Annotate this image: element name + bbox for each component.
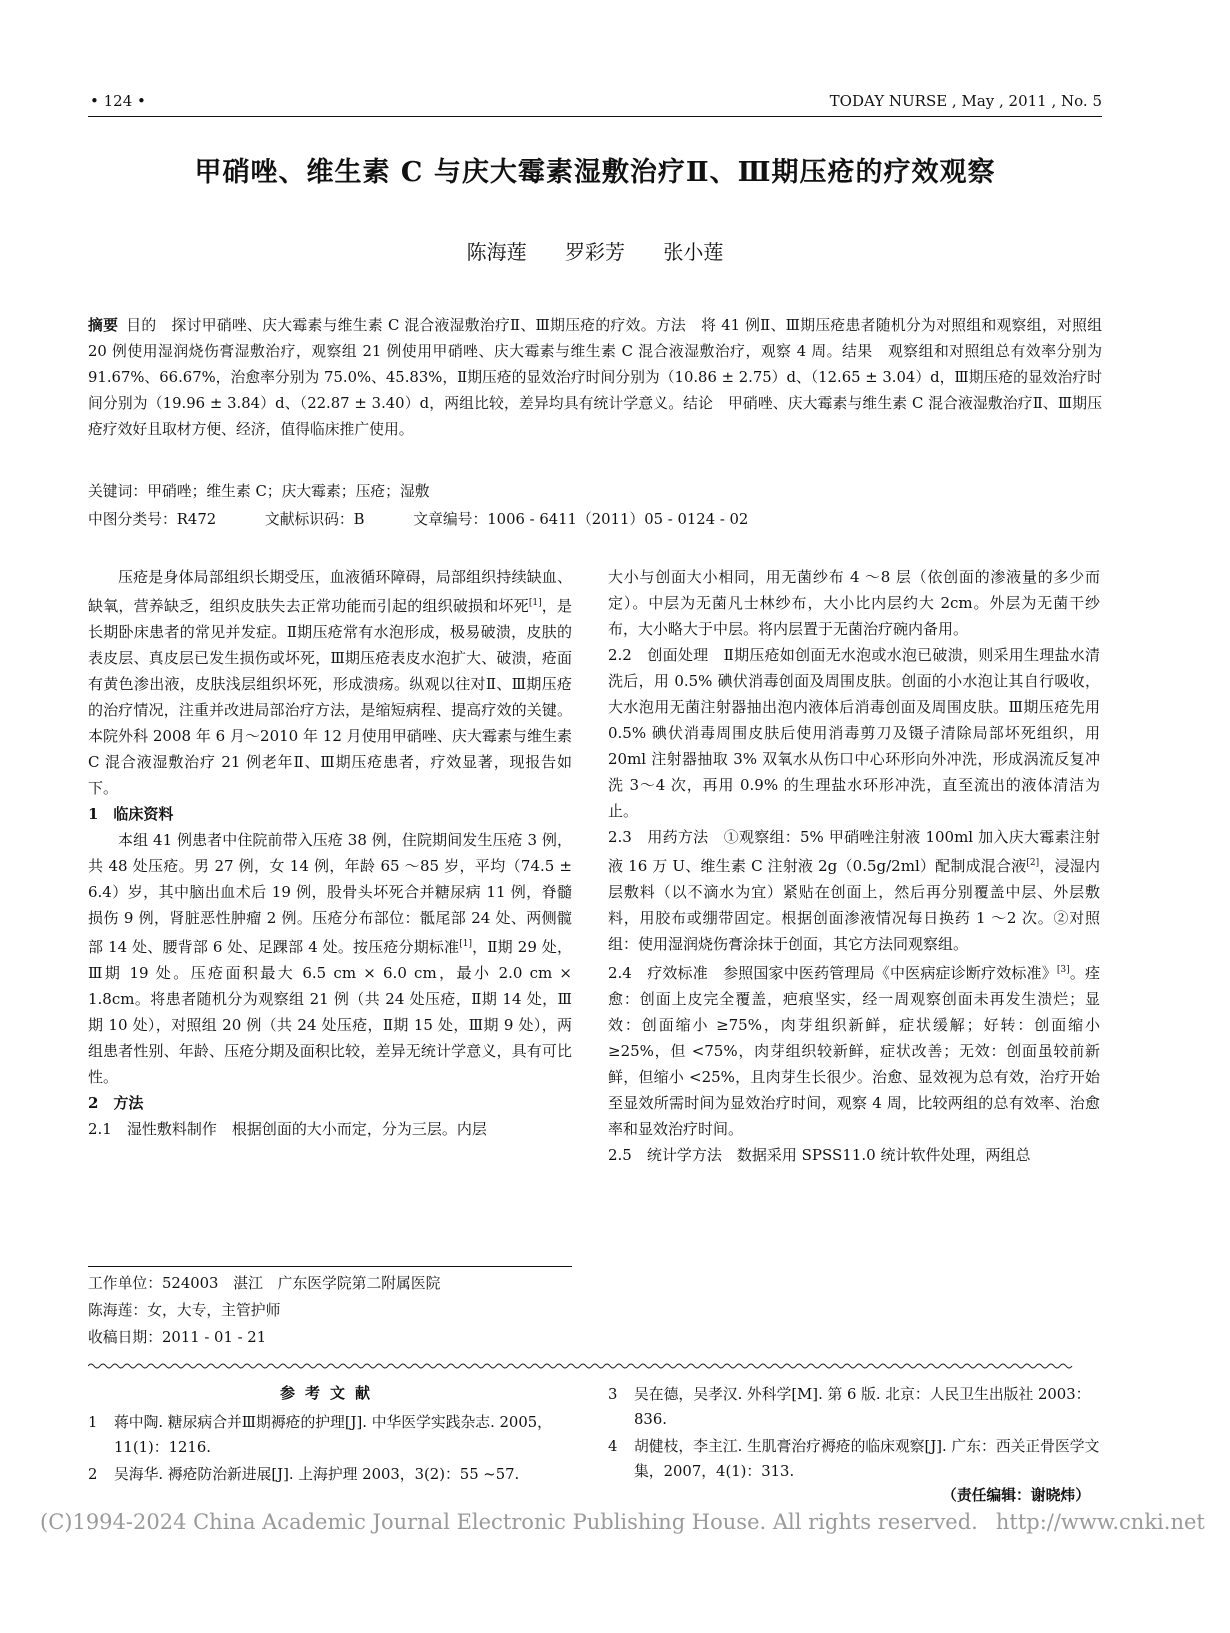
abstract-text: 目的 探讨甲硝唑、庆大霉素与维生素 C 混合液湿敷治疗Ⅱ、Ⅲ期压疮的疗效。方法 将 41 例Ⅱ、Ⅲ期压疮患者随机分为对照组和观察组，对照组 20 例使用湿润烧伤膏湿敷治疗，观察组 21 例使用甲硝唑、庆大霉素与维生素 C 混合液湿敷治疗，观察 4 周。结果 观察组和对照组总有效率分别为 91.67%、66.67%，治愈率分别为 75.0%、45.83%，Ⅱ期压疮的显效治疗时间分别为（10.86 ± 2.75）d、（12.65 ± 3.04）d，Ⅲ期压疮的显效治疗时间分别为（19.96 ± 3.84）d、（22.87 ± 3.40）d，两组比较，差异均具有统计学意义。结论 甲硝唑、庆大霉素与维生素 C 混合液湿敷治疗Ⅱ、Ⅲ期压疮疗效好且取材方便、经济，值得临床推广使用。 [88, 317, 1102, 438]
left-column [88, 564, 572, 1142]
clc-number: 中图分类号：R472 [88, 511, 217, 528]
work-unit: 工作单位：524003 湛江 广东医学院第二附属医院 [88, 1275, 441, 1292]
clinical-data-paragraph: 本组 41 例患者中住院前带入压疮 38 例，住院期间发生压疮 3 例，共 48 处压疮。男 27 例，女 14 例，年龄 65 ～85 岁，平均（74.5 ± 6.4）岁，其中脑出血术后 19 例，股骨头坏死合并糖尿病 11 例，脊髓损伤 9 例，肾脏恶性肿瘤 2 例。压疮分布部位：骶尾部 24 处、两侧髋部 14 处、腰背部 6 处、足踝部 4 处。按压疮分期标准[1]，Ⅱ期 29 处，Ⅲ期 19 处。压疮面积最大 6.5 cm × 6.0 cm，最小 2.0 cm × 1.8cm。将患者随机分为观察组 21 例（共 24 处压疮，Ⅱ期 14 处，Ⅲ期 10 处），对照组 20 例（共 24 处压疮，Ⅱ期 15 处，Ⅲ期 9 处），两组患者性别、年龄、压疮分期及面积比较，差异无统计学意义，具有可比性。 [88, 831, 572, 1086]
section-heading: 2 方法 [88, 1094, 144, 1112]
responsible-editor: （责任编辑：谢晓炜） [942, 1487, 1090, 1504]
section-heading: 1 临床资料 [88, 805, 174, 823]
wavy-divider [88, 1362, 1102, 1370]
running-header [90, 92, 1102, 116]
author-info: 陈海莲：女，大专，主管护师 [88, 1302, 281, 1319]
method-paragraph: 2.1 湿性敷料制作 根据创面的大小而定，分为三层。内层 [88, 1120, 487, 1138]
intro-paragraph: 压疮是身体局部组织长期受压，血液循环障碍，局部组织持续缺血、缺氧，营养缺乏，组织皮肤失去正常功能而引起的组织破损和坏死[1]，是长期卧床患者的常见并发症。Ⅱ期压疮常有水泡形成，极易破溃，皮肤的表皮层、真皮层已发生损伤或坏死，Ⅲ期压疮表皮水泡扩大、破溃，疮面有黄色渗出液，皮肤浅层组织坏死，形成溃疡。纵观以往对Ⅱ、Ⅲ期压疮的治疗情况，注重并改进局部治疗方法，是缩短病程、提高疗效的关键。本院外科 2008 年 6 月～2010 年 12 月使用甲硝唑、庆大霉素与维生素 C 混合液湿敷治疗 21 例老年Ⅱ、Ⅲ期压疮患者，疗效显著，现报告如下。 [88, 568, 572, 797]
right-column [608, 564, 1100, 1168]
author-list [88, 236, 1102, 265]
method-paragraph: 2.2 创面处理 Ⅱ期压疮如创面无水泡或水泡已破溃，则采用生理盐水清洗后，用 0.5% 碘伏消毒创面及周围皮肤。创面的小水泡让其自行吸收，大水泡用无菌注射器抽出泡内液体后消毒创面及周围皮肤。Ⅲ期压疮先用 0.5% 碘伏消毒周围皮肤后使用消毒剪刀及镊子清除局部坏死组织，用 20ml 注射器抽取 3% 双氧水从伤口中心环形向外冲洗，形成涡流反复冲洗 3～4 次，再用 0.9% 的生理盐水环形冲洗，直至流出的液体清洁为止。 [608, 646, 1100, 820]
reference-item: 2 吴海华. 褥疮防治新进展[J]. 上海护理 2003，3(2)：55 ~57. [88, 1466, 520, 1483]
references-right [608, 1382, 1100, 1486]
author-name: 陈海莲 [466, 240, 527, 264]
author-name: 罗彩芳 [565, 240, 625, 264]
copyright-text: (C)1994-2024 China Academic Journal Electronic Publishing House. All rights reserved. [40, 1510, 978, 1534]
method-paragraph: 2.4 疗效标准 参照国家中医药管理局《中医病症诊断疗效标准》[3]。痊愈：创面上皮完全覆盖，疤痕坚实，经一周观察创面未再发生溃烂；显效：创面缩小 ≥75%，肉芽组织新鲜，症状缓解；好转：创面缩小 ≥25%，但 <75%，肉芽组织较新鲜，症状改善；无效：创面虽较前新鲜，但缩小 <25%，且肉芽生长很少。治愈、显效视为总有效，治疗开始至显效所需时间为显效治疗时间，观察 4 周，比较两组的总有效率、治愈率和显效治疗时间。 [608, 964, 1100, 1138]
citation: [3] [1056, 965, 1070, 975]
footnote [88, 1270, 572, 1351]
author-name: 张小莲 [663, 240, 724, 264]
reference-item: 3 吴在德，吴孝汉. 外科学[M]. 第 6 版. 北京：人民卫生出版社 2003：836. [608, 1386, 1091, 1428]
method-paragraph: 2.5 统计学方法 数据采用 SPSS11.0 统计软件处理，两组总 [608, 1146, 1031, 1164]
citation: [1] [528, 598, 542, 608]
abstract [88, 313, 1102, 443]
received-date: 收稿日期：2011 - 01 - 21 [88, 1329, 267, 1346]
reference-item: 1 蒋中陶. 糖尿病合并Ⅲ期褥疮的护理[J]. 中华医学实践杂志. 2005，11(1)：1216. [88, 1414, 552, 1456]
copyright-watermark [40, 1510, 1205, 1534]
references-left [88, 1410, 572, 1489]
reference-item: 4 胡健枝，李主江. 生肌膏治疗褥疮的临床观察[J]. 广东：西关正骨医学文集，2007，4(1)：313. [608, 1438, 1100, 1480]
keywords: 关键词：甲硝唑；维生素 C；庆大霉素；压疮；湿敷 [88, 483, 430, 500]
continued-paragraph: 大小与创面大小相同，用无菌纱布 4 ～8 层（依创面的渗液量的多少而定）。中层为无菌凡士林纱布，大小比内层约大 2cm。外层为无菌干纱布，大小略大于中层。将内层置于无菌治疗碗内备用。 [608, 568, 1100, 638]
copyright-url[interactable]: http://www.cnki.net [995, 1510, 1205, 1534]
header-rule [88, 116, 1102, 117]
article-number: 文章编号：1006 - 6411（2011）05 - 0124 - 02 [413, 511, 749, 528]
citation: [1] [459, 939, 472, 949]
method-paragraph: 2.3 用药方法 ①观察组：5% 甲硝唑注射液 100ml 加入庆大霉素注射液 16 万 U、维生素 C 注射液 2g（0.5g/2ml）配制成混合液[2]，浸湿内层敷料（以不滴水为宜）紧贴在创面上，然后再分别覆盖中层、外层敷料，用胶布或绷带固定。根据创面渗液情况每日换药 1 ～2 次。②对照组：使用湿润烧伤膏涂抹于创面，其它方法同观察组。 [608, 828, 1100, 953]
abstract-label: 摘要 [88, 317, 119, 334]
references-title: 参考文献 [279, 1384, 380, 1402]
footnote-rule [88, 1266, 572, 1267]
citation: [2] [1026, 858, 1040, 868]
article-title: 甲硝唑、维生素 C 与庆大霉素湿敷治疗Ⅱ、Ⅲ期压疮的疗效观察 [194, 157, 996, 188]
page-number: • 124 • [90, 92, 146, 110]
classification-line [88, 508, 1102, 529]
document-code: 文献标识码：B [264, 511, 365, 528]
journal-info: TODAY NURSE , May , 2011 , No. 5 [829, 92, 1102, 110]
